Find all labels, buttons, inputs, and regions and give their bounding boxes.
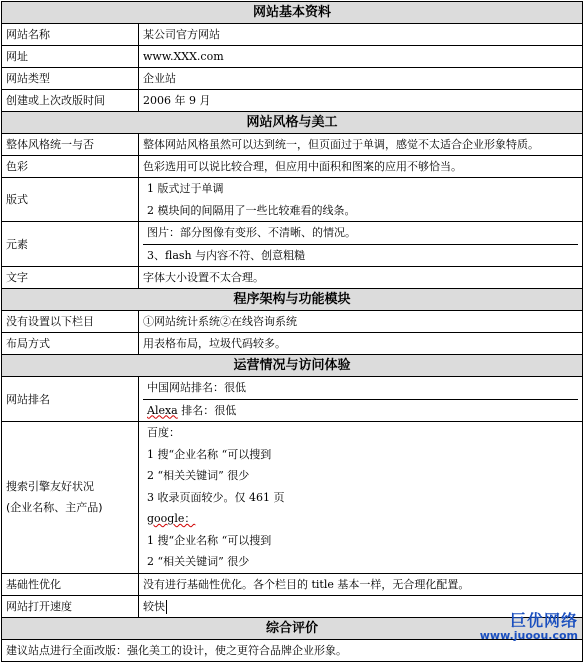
table-row [2, 639, 583, 661]
section-header-function [2, 289, 583, 311]
row-value-multiline [139, 377, 583, 422]
row-label: 网站排名 [2, 377, 139, 422]
row-value: 字体大小设置不太合理。 [139, 267, 583, 289]
watermark-logo [480, 613, 578, 641]
row-value: 用表格布局，垃圾代码较多。 [139, 333, 583, 355]
row-value-multiline [139, 178, 583, 222]
row-label: 基础性优化 [2, 573, 139, 595]
row-label: 网站类型 [2, 68, 139, 90]
table-row [2, 90, 583, 112]
row-value-multiline [139, 422, 583, 574]
row-value: 某公司官方网站 [139, 24, 583, 46]
row-label: 整体风格统一与否 [2, 134, 139, 156]
value-line: 3、flash 与内容不符、创意粗糙 [143, 244, 578, 267]
table-row [2, 222, 583, 267]
table-row [2, 156, 583, 178]
text-cursor [166, 600, 167, 614]
table-row [2, 333, 583, 355]
row-value: 整体网站风格虽然可以达到统一，但页面过于单调，感觉不太适合企业形象特质。 [139, 134, 583, 156]
row-label: 网站名称 [2, 24, 139, 46]
row-value: 色彩选用可以说比较合理，但应用中面积和图案的应用不够恰当。 [139, 156, 583, 178]
table-row [2, 377, 583, 422]
table-row [2, 178, 583, 222]
row-value-multiline [139, 222, 583, 267]
label-line: (企业名称、主产品) [6, 501, 103, 515]
watermark-name: 巨优网络 [509, 611, 578, 630]
row-value: ①网站统计系统②在线咨询系统 [139, 311, 583, 333]
row-label [2, 422, 139, 574]
value-line [143, 508, 578, 530]
value-line [143, 399, 578, 422]
value-line: 中国网站排名：很低 [147, 381, 246, 394]
value-line: 图片：部分图像有变形、不清晰、的情况。 [147, 226, 356, 239]
row-label: 创建或上次改版时间 [2, 90, 139, 112]
table-row [2, 311, 583, 333]
alexa-word: Alexa [147, 403, 178, 417]
row-value: 企业站 [139, 68, 583, 90]
value-line: 3 收录页面较少。仅 461 页 [147, 490, 285, 504]
section-title: 网站风格与美工 [2, 112, 583, 134]
row-label: 没有设置以下栏目 [2, 311, 139, 333]
row-label: 网站打开速度 [2, 595, 139, 617]
section-title: 综合评价 [2, 617, 583, 639]
section-title: 运营情况与访问体验 [2, 355, 583, 377]
row-label: 网址 [2, 46, 139, 68]
section-title: 程序架构与功能模块 [2, 289, 583, 311]
label-line: 搜索引擎友好状况 [6, 479, 94, 493]
row-label: 元素 [2, 222, 139, 267]
table-row [2, 24, 583, 46]
table-row [2, 267, 583, 289]
watermark-url: www.juoou.com [479, 629, 578, 642]
value-line: 1 搜“企业名称 “可以搜到 [147, 533, 272, 547]
speed-text: 较快 [143, 599, 165, 613]
website-analysis-table [1, 1, 583, 662]
summary-text: 建议站点进行全面改版：强化美工的设计，使之更符合品牌企业形象。 [2, 639, 583, 661]
row-value: 没有进行基础性优化。各个栏目的 title 基本一样，无合理化配置。 [139, 573, 583, 595]
row-value: www.XXX.com [139, 46, 583, 68]
value-line: 百度： [147, 426, 180, 439]
section-header-basic [2, 2, 583, 24]
section-title: 网站基本资料 [2, 2, 583, 24]
row-value: 2006 年 9 月 [139, 90, 583, 112]
row-label: 文字 [2, 267, 139, 289]
alexa-rest: 排名：很低 [177, 403, 237, 417]
table-row [2, 68, 583, 90]
value-line: 2 “相关关键词” 很少 [147, 469, 250, 482]
value-line: 1 版式过于单调 [147, 182, 224, 195]
row-label: 布局方式 [2, 333, 139, 355]
value-line: 2 “相关关键词” 很少 [147, 555, 250, 568]
value-line: 2 模块间的间隔用了一些比较难看的线条。 [147, 203, 356, 217]
row-label: 色彩 [2, 156, 139, 178]
table-row [2, 573, 583, 595]
table-row [2, 46, 583, 68]
section-header-style [2, 112, 583, 134]
table-row [2, 134, 583, 156]
google-word: google： [147, 512, 196, 525]
table-row [2, 422, 583, 574]
section-header-operation [2, 355, 583, 377]
value-line: 1 搜“企业名称 “可以搜到 [147, 447, 272, 461]
row-label: 版式 [2, 178, 139, 222]
